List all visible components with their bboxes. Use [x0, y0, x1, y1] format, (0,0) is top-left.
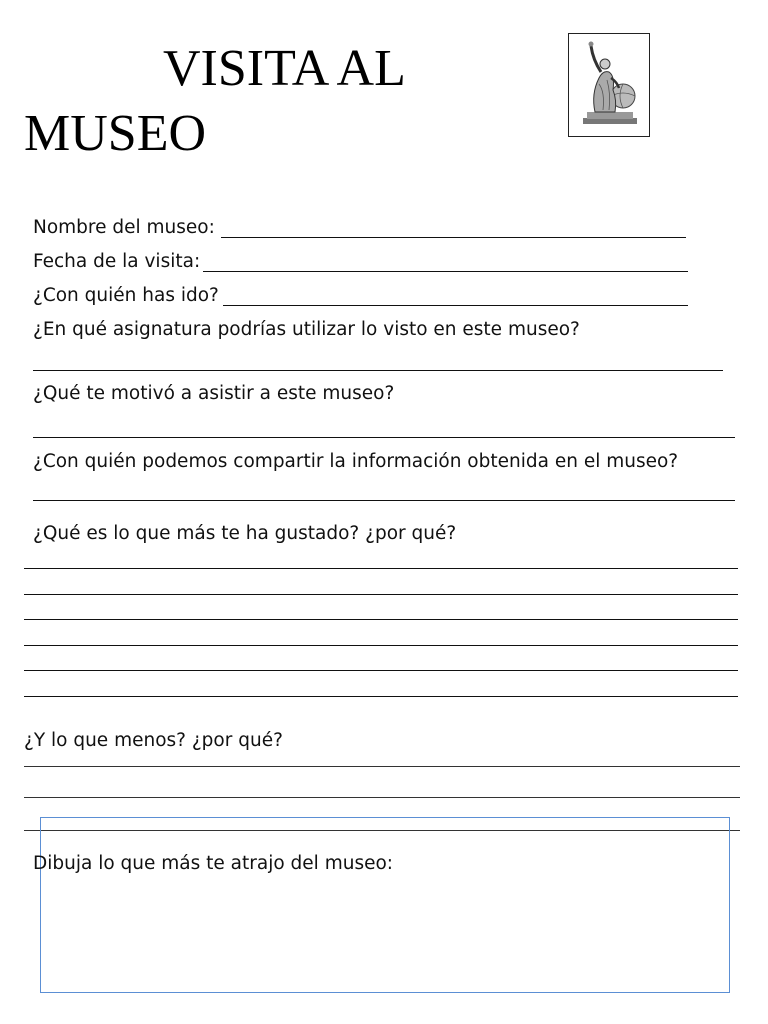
liked-most-line-2[interactable]: [24, 594, 738, 595]
subject-question: ¿En qué asignatura podrías utilizar lo visto en este museo?: [33, 319, 580, 340]
liked-most-line-5[interactable]: [24, 670, 738, 671]
liked-most-question: ¿Qué es lo que más te ha gustado? ¿por qué?: [33, 523, 457, 544]
drawing-area[interactable]: [40, 817, 730, 993]
liked-most-line-3[interactable]: [24, 619, 738, 620]
museum-name-label: Nombre del museo:: [33, 217, 215, 238]
drawing-prompt: Dibuja lo que más te atrajo del museo:: [33, 853, 394, 874]
share-with-question: ¿Con quién podemos compartir la información obtenida en el museo?: [33, 451, 679, 472]
statue-icon: [568, 33, 650, 137]
liked-most-line-6[interactable]: [24, 696, 738, 697]
liked-least-line-2[interactable]: [24, 797, 740, 798]
museum-name-line[interactable]: [221, 237, 686, 238]
who-with-line[interactable]: [223, 305, 688, 306]
share-with-answer-line[interactable]: [33, 500, 735, 501]
who-with-label: ¿Con quién has ido?: [33, 285, 219, 306]
subject-answer-line[interactable]: [33, 370, 723, 371]
motivation-answer-line[interactable]: [33, 437, 735, 438]
liked-most-line-4[interactable]: [24, 645, 738, 646]
page-title-line2: MUSEO: [24, 105, 207, 162]
liked-least-question: ¿Y lo que menos? ¿por qué?: [24, 730, 283, 751]
motivation-question: ¿Qué te motivó a asistir a este museo?: [33, 383, 395, 404]
visit-date-label: Fecha de la visita:: [33, 251, 201, 272]
liked-most-line-1[interactable]: [24, 568, 738, 569]
page-title-line1: VISITA AL: [163, 40, 406, 97]
visit-date-line[interactable]: [203, 271, 688, 272]
liked-least-line-1[interactable]: [24, 766, 740, 767]
